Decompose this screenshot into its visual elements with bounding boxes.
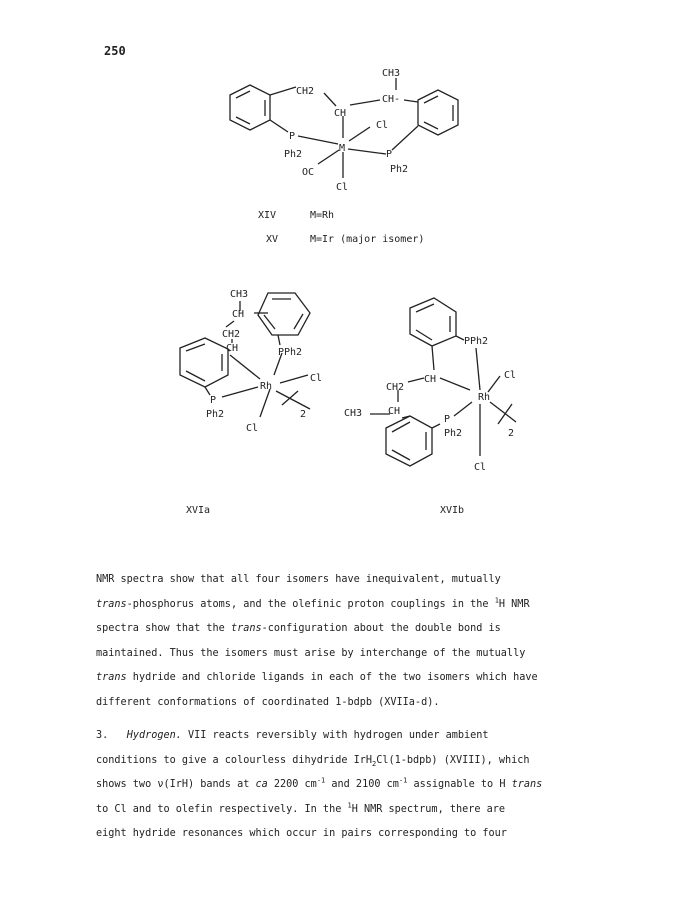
xvib-rh: Rh — [478, 392, 491, 403]
xvia-ch-lower: CH — [226, 343, 239, 354]
atom-ch-left: CH — [334, 108, 347, 119]
right-benzene-ring — [418, 90, 458, 135]
xvib-cl-bottom: Cl — [474, 462, 487, 473]
atom-oc: OC — [302, 167, 315, 178]
xvia-cl-bottom: Cl — [246, 423, 259, 434]
para1-line4: maintained. Thus the isomers must arise by interchange of the mutually — [96, 647, 526, 659]
xvia-ch: CH — [232, 309, 245, 320]
xvia-rh: Rh — [260, 381, 273, 392]
xvib-top-ring — [410, 298, 456, 346]
paragraph-hydrogen — [96, 724, 586, 847]
structure-xvia — [150, 283, 330, 443]
xvib-bottom-ring — [386, 416, 432, 466]
para1-line5: trans hydride and chloride ligands in each of the two isomers which have — [96, 672, 538, 683]
xvia-cl-right: Cl — [310, 373, 323, 384]
structure-xvib — [340, 290, 540, 480]
xvib-ch2: CH2 — [386, 382, 405, 393]
caption-xv-text: M=Ir (major isomer) — [310, 234, 425, 245]
para1-line2: trans-phosphorus atoms, and the olefinic proton couplings in the $^1$H NMR — [96, 596, 530, 610]
para2-line2: conditions to give a colourless dihydride IrH$_2$Cl(1-bdpb) (XVIII), which — [96, 754, 530, 768]
xvia-two: 2 — [300, 409, 307, 420]
xvib-p: P — [444, 414, 451, 425]
structure-xiv-xv — [200, 60, 500, 210]
atom-cl-upper: Cl — [376, 120, 389, 131]
xvib-ch: CH — [424, 374, 437, 385]
xvia-ch3: CH3 — [230, 289, 249, 300]
xvia-pph2: PPh2 — [278, 347, 303, 358]
caption-xiv-number: XIV — [258, 210, 277, 221]
atom-ch3: CH3 — [382, 68, 401, 79]
xvib-ch3: CH3 — [344, 408, 363, 419]
para1-line3: spectra show that the trans-configuration about the double bond is — [96, 623, 501, 634]
para2-line3: shows two ν(IrH) bands at ca 2200 $cm^{-1}$ and 2100 $cm^{-1}$ assignable to H trans — [96, 776, 543, 790]
para2-line1: 3. Hydrogen. VII reacts reversibly with hydrogen under ambient — [96, 730, 489, 741]
xvib-two: 2 — [508, 428, 515, 439]
xvia-p: P — [210, 395, 217, 406]
atom-ph2-right: Ph2 — [390, 164, 409, 175]
xvia-ph2: Ph2 — [206, 409, 225, 420]
para1-line1: NMR spectra show that all four isomers have inequivalent, mutually — [96, 574, 501, 585]
atom-ph2-left: Ph2 — [284, 149, 303, 160]
caption-xiv-text: M=Rh — [310, 210, 335, 221]
para1-line6: different conformations of coordinated 1-bdpb (XVIIa-d). — [96, 696, 440, 708]
para2-line4: to Cl and to olefin respectively. In the $^1$H NMR spectrum, there are — [96, 801, 506, 815]
label-xvib: XVIb — [440, 505, 465, 516]
atom-metal: M — [339, 143, 346, 154]
atom-p-right: P — [386, 149, 393, 160]
para2-line5: eight hydride resonances which occur in pairs corresponding to four — [96, 828, 507, 839]
left-benzene-ring — [230, 85, 270, 130]
label-xvia: XVIa — [186, 505, 211, 516]
paragraph-nmr — [96, 568, 586, 715]
atom-p-left: P — [289, 131, 296, 142]
xvib-ch-lower: CH — [388, 406, 401, 417]
caption-xv-number: XV — [266, 234, 279, 245]
xvib-ph2: Ph2 — [444, 428, 463, 439]
atom-ch-right: CH- — [382, 94, 401, 105]
xvia-left-ring — [180, 338, 228, 387]
xvib-cl-right: Cl — [504, 370, 517, 381]
xvia-ch2: CH2 — [222, 329, 241, 340]
page-number: 250 — [104, 44, 126, 58]
atom-ch2: CH2 — [296, 86, 315, 97]
xvib-pph2: PPh2 — [464, 336, 489, 347]
atom-cl-lower: Cl — [336, 182, 349, 193]
